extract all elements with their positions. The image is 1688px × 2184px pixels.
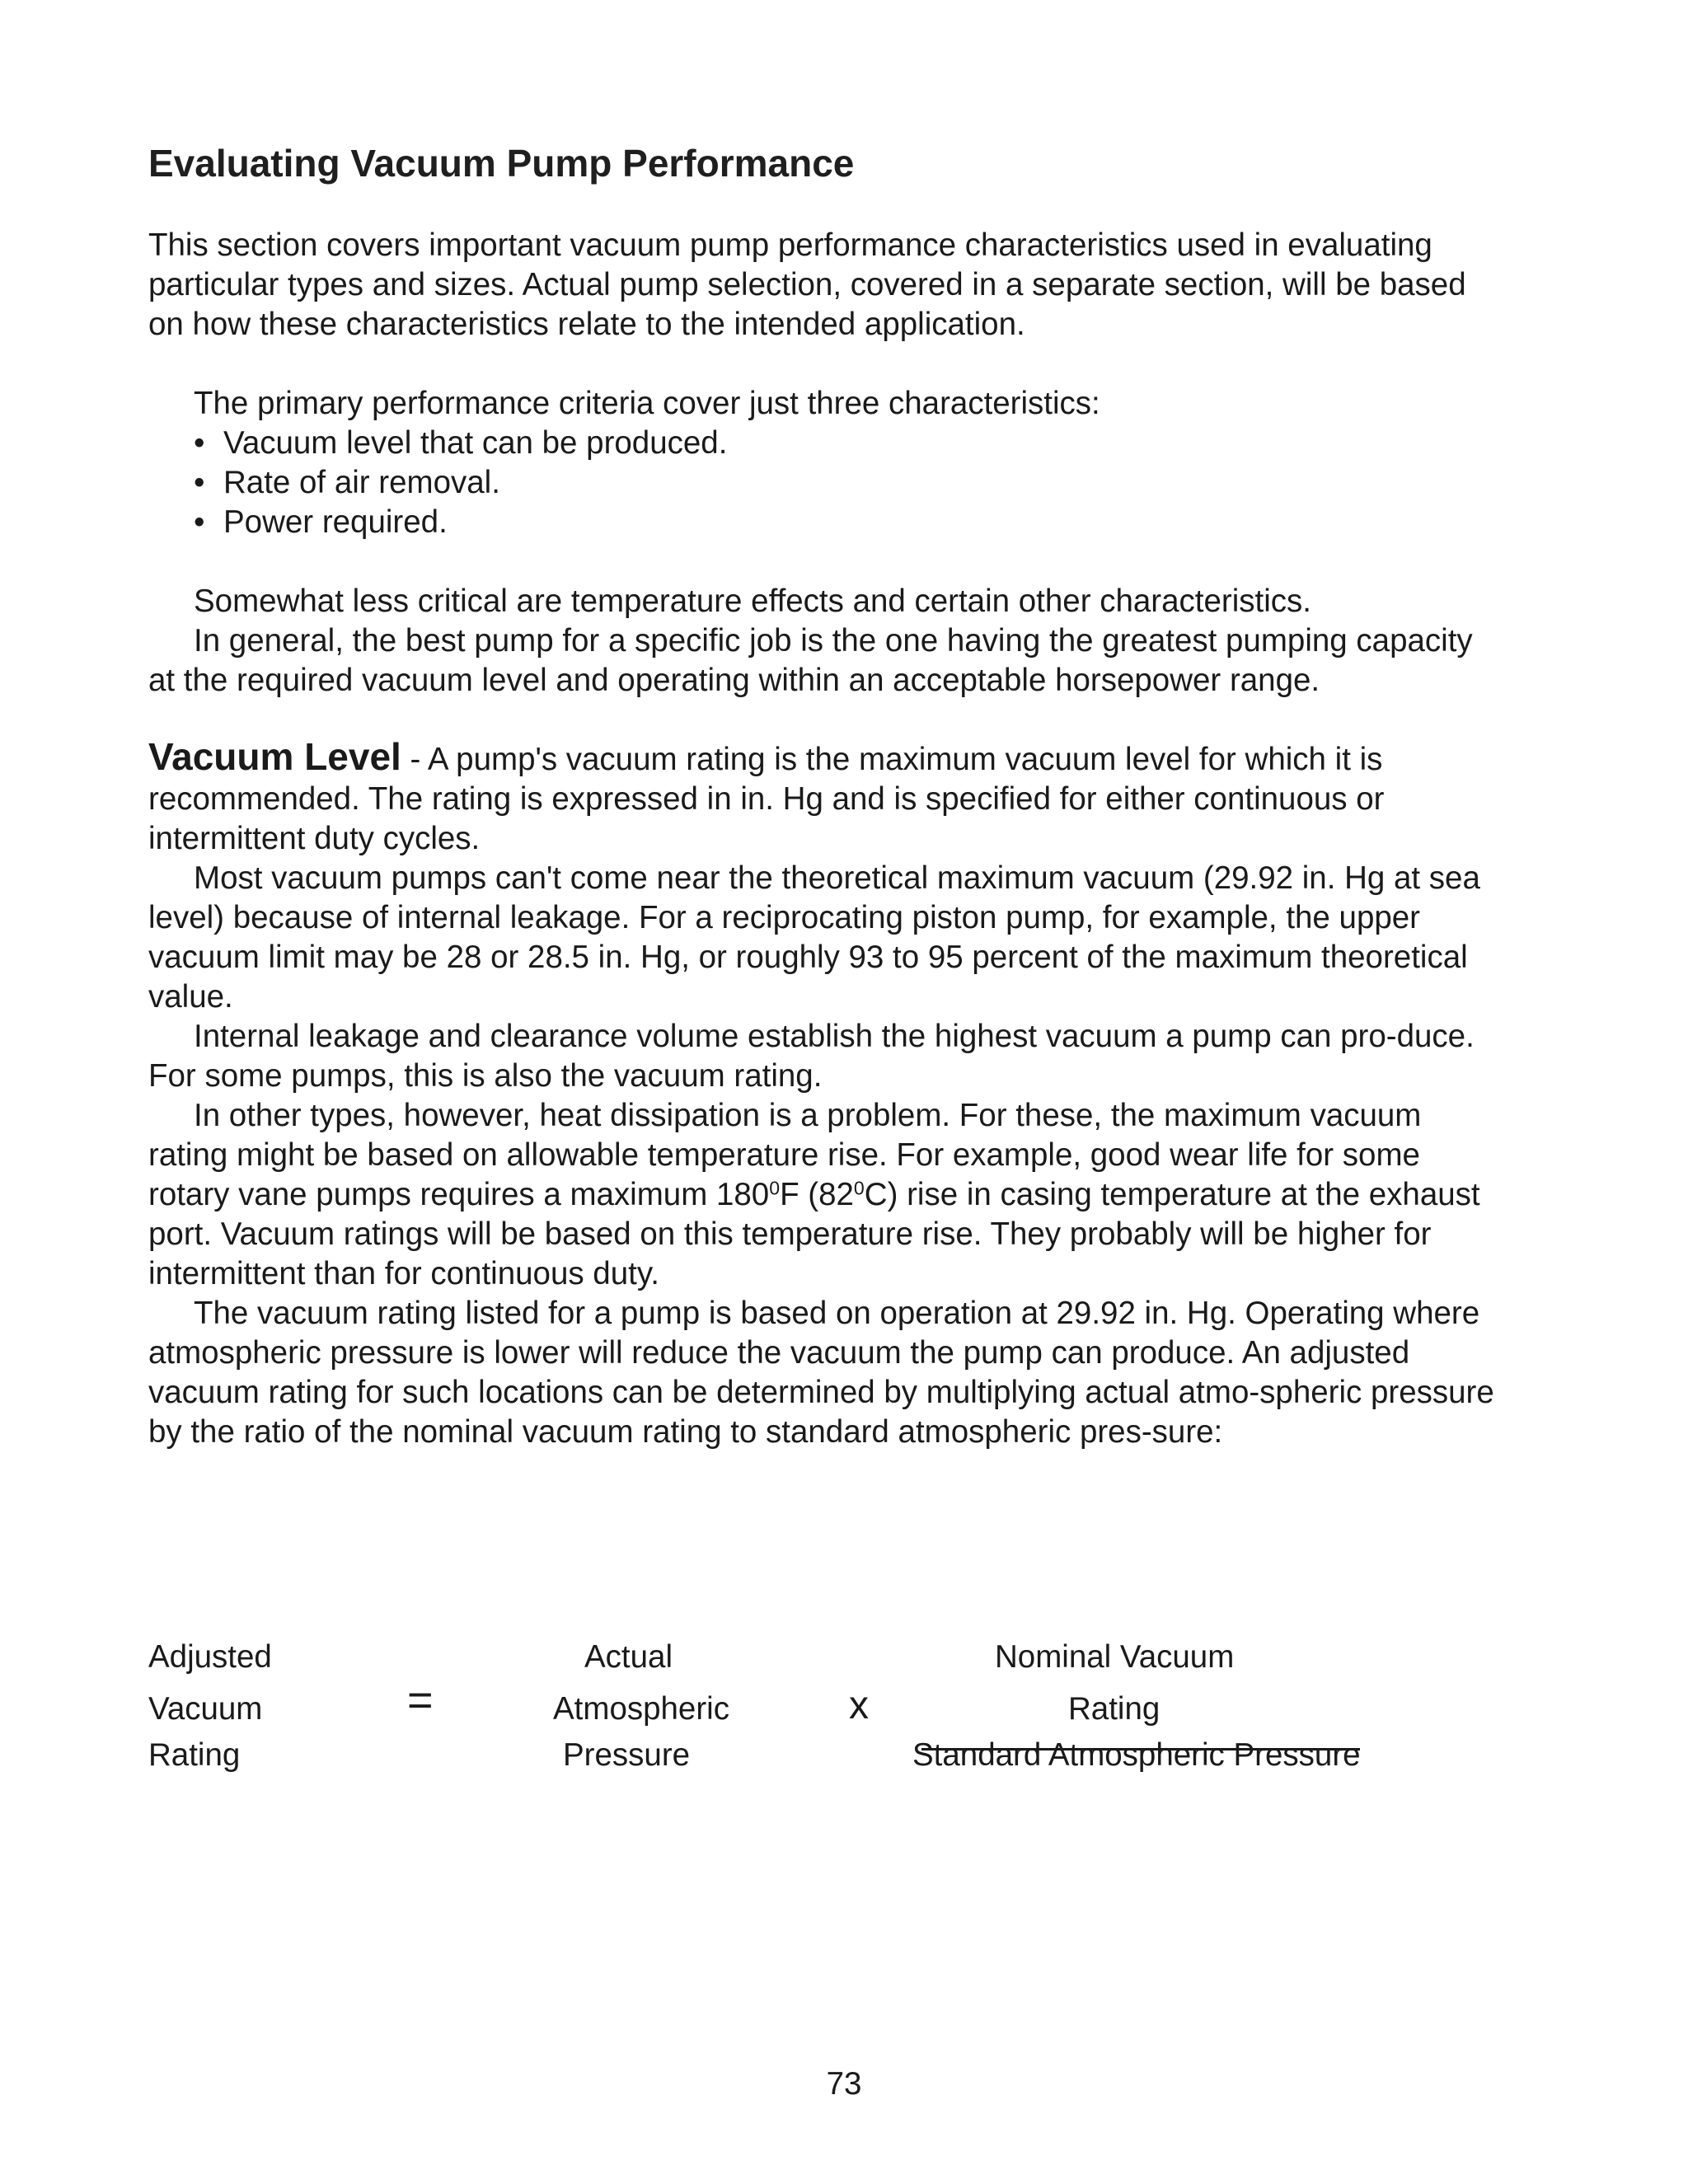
bullet-icon: • bbox=[194, 504, 205, 540]
vacuum-paragraph-4: The vacuum rating listed for a pump is based on operation at 29.92 in. Hg. Operating where atmospheric pressure is lower will reduce the vacuum the pump can produce. An adjusted vacuum rating for such locations can be determined by multiplying actual atmo-spheric pressure by the ratio of the nominal vacuum rating to standard atmospheric pres-sure: bbox=[148, 1296, 1494, 1450]
section-heading-vacuum-level: Vacuum Level bbox=[148, 735, 401, 778]
vacuum-level-lead-paragraph: Vacuum Level - A pump's vacuum rating is the maximum vacuum level for which it is recommended. The rating is expressed in in. Hg and is specified for either continuous or intermittent duty cycles. bbox=[148, 735, 1385, 856]
vacuum-paragraph-2: Internal leakage and clearance volume establish the highest vacuum a pump can pro-duce. For some pumps, this is also the vacuum rating. bbox=[148, 1019, 1475, 1094]
page-number: 73 bbox=[826, 2066, 862, 2102]
equation-mid-line-3: Pressure bbox=[563, 1737, 691, 1773]
list-item: • Power required. bbox=[194, 503, 1500, 542]
page-title: Evaluating Vacuum Pump Performance bbox=[148, 142, 855, 185]
multiply-sign: x bbox=[849, 1684, 869, 1727]
bullet-icon: • bbox=[194, 425, 205, 461]
denominator: Standard Atmospheric Pressure bbox=[912, 1737, 1361, 1773]
equation-mid-line-2: Atmospheric bbox=[553, 1691, 729, 1727]
bullet-icon: • bbox=[194, 465, 205, 500]
list-item: • Vacuum level that can be produced. bbox=[194, 424, 1500, 463]
less-critical-paragraph: Somewhat less critical are temperature effects and certain other characteristics. bbox=[194, 583, 1311, 619]
general-paragraph: In general, the best pump for a specific job is the one having the greatest pumping capacity at the required vacuum level and operating within an acceptable horsepower range. bbox=[148, 623, 1473, 698]
numerator-top: Nominal Vacuum bbox=[995, 1639, 1235, 1675]
intro-paragraph: This section covers important vacuum pump performance characteristics used in evaluating particular types and sizes. Actual pump selection, covered in a separate section, will be based on how these characteristics relate to the intended application. bbox=[148, 227, 1466, 342]
vacuum-paragraph-1: Most vacuum pumps can't come near the theoretical maximum vacuum (29.92 in. Hg at sea level) because of internal leakage. For a reciprocating piston pump, for example, the upper vacuum limit may be 28 or 28.5 in. Hg, or roughly 93 to 95 percent of the maximum theoretical value. bbox=[148, 860, 1480, 1015]
vacuum-paragraph-3: In other types, however, heat dissipation is a problem. For these, the maximum vacuum rating might be based on allowable temperature rise. For example, good wear life for some rotary vane pumps requires a maximum $180^0F$ $(82^0C)$ rise in casing temperature at the exhaust port. Vacuum ratings will be based on this temperature rise. They probably will be higher for intermittent than for continuous duty. bbox=[148, 1098, 1480, 1291]
equation-mid-line-1: Actual bbox=[584, 1639, 673, 1675]
list-item: • Rate of air removal. bbox=[194, 463, 1500, 503]
equation-lhs-line-3: Rating bbox=[148, 1737, 241, 1773]
equals-sign: = bbox=[407, 1675, 434, 1725]
equation-lhs-line-2: Vacuum bbox=[148, 1691, 263, 1727]
equation-lhs-line-1: Adjusted bbox=[148, 1639, 272, 1675]
numerator-bottom: Rating bbox=[1068, 1691, 1160, 1727]
criteria-lead: The primary performance criteria cover just three characteristics: bbox=[194, 386, 1100, 421]
